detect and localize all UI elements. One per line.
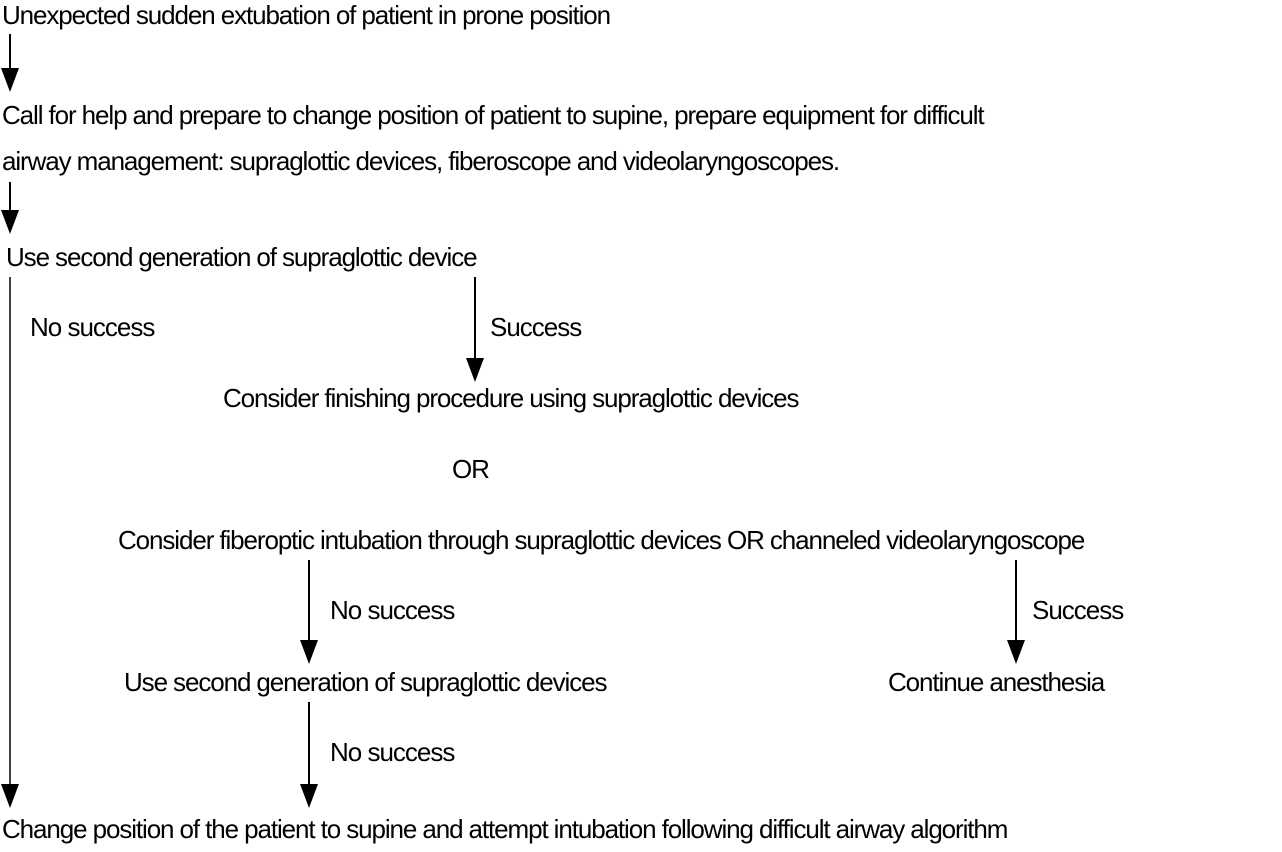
edge-label-success-2: Success (1032, 595, 1124, 625)
node-or: OR (452, 454, 489, 484)
node-use-sga: Use second generation of supraglottic device (6, 242, 477, 272)
node-start: Unexpected sudden extubation of patient in prone position (2, 0, 611, 30)
arrow-fiberoptic-to-use-sga-2 (300, 560, 318, 664)
arrow-use-sga-to-finish (466, 277, 484, 382)
arrow-call-help-to-use-sga (1, 182, 19, 234)
edge-label-no-success-2: No success (330, 595, 455, 625)
node-call-help-line-1: Call for help and prepare to change position of patient to supine, prepare equipment for difficult (2, 100, 984, 130)
node-use-sga-2: Use second generation of supraglottic devices (124, 667, 607, 697)
arrow-use-sga-2-to-final (300, 702, 318, 808)
arrow-fiberoptic-to-continue (1007, 560, 1025, 664)
node-fiberoptic: Consider fiberoptic intubation through supraglottic devices OR channeled videolaryngoscope (118, 525, 1085, 555)
edge-label-success-1: Success (490, 312, 582, 342)
node-call-help-line-2: airway management: supraglottic devices, fiberoscope and videolaryngoscopes. (2, 146, 840, 176)
edge-label-no-success-left: No success (30, 312, 155, 342)
edge-label-no-success-3: No success (330, 737, 455, 767)
arrow-start-to-call-help (1, 34, 19, 92)
arrow-use-sga-to-final (1, 277, 19, 808)
node-final: Change position of the patient to supine and attempt intubation following difficult airway algorithm (2, 814, 1008, 844)
node-finish-sga: Consider finishing procedure using supraglottic devices (223, 383, 799, 413)
node-continue-anesthesia: Continue anesthesia (888, 667, 1105, 697)
